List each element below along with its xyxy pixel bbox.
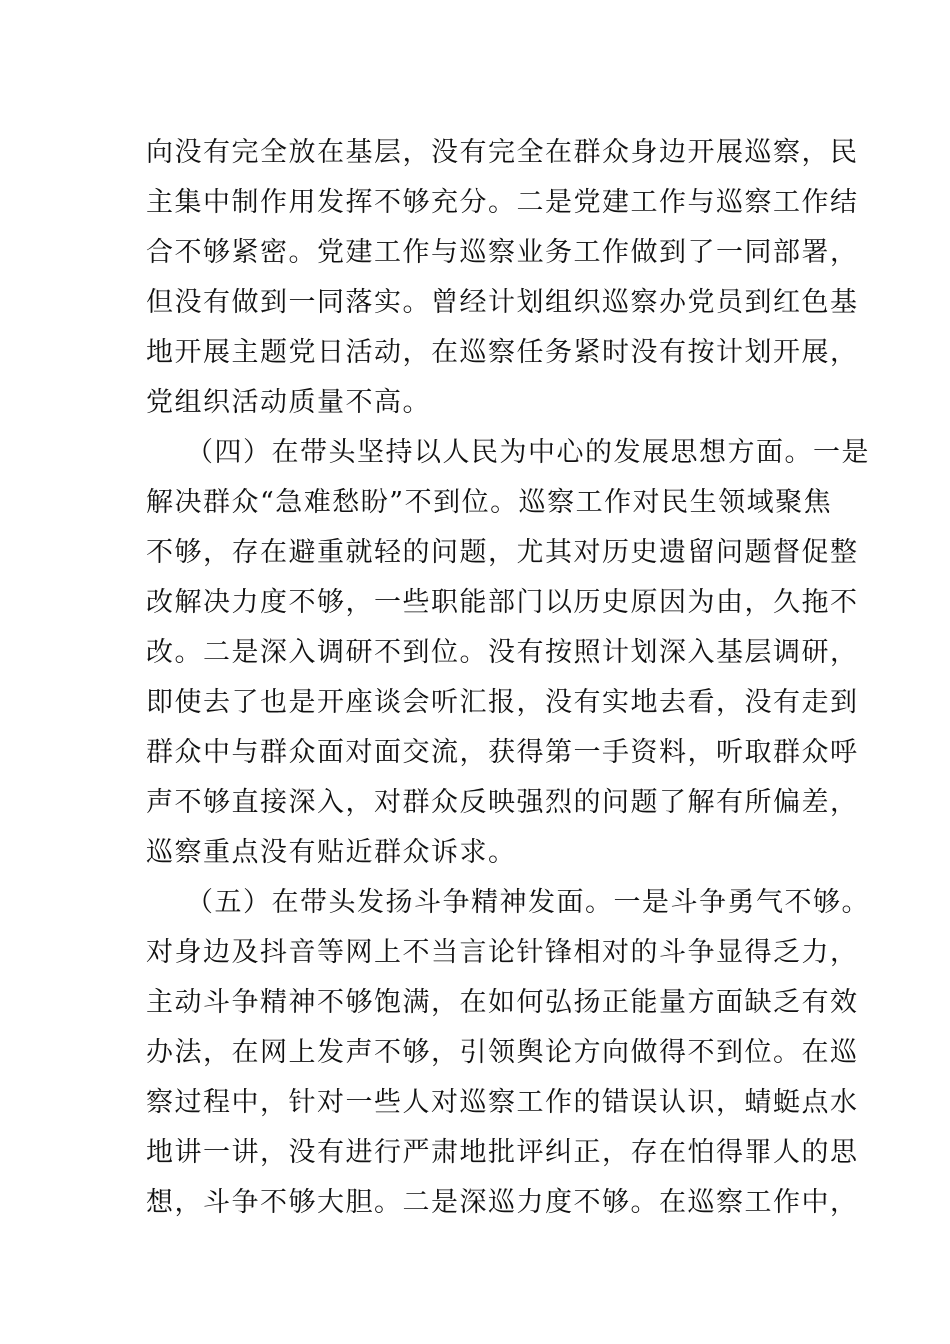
text-line: 改解决力度不够，一些职能部门以历史原因为由，久拖不	[146, 587, 859, 618]
text-line: 巡察重点没有贴近群众诉求。	[146, 837, 517, 868]
text-line: 察过程中，针对一些人对巡察工作的错误认识，蜻蜓点水	[146, 1087, 859, 1118]
text-line: 即使去了也是开座谈会听汇报，没有实地去看，没有走到	[146, 687, 859, 718]
text-line: 但没有做到一同落实。曾经计划组织巡察办党员到红色基	[146, 287, 859, 318]
section-5-heading-line: （五）在带头发扬斗争精神发面。一是斗争勇气不够。	[186, 887, 870, 918]
section-4-heading-line: （四）在带头坚持以人民为中心的发展思想方面。一是	[186, 437, 870, 468]
text-line: 办法，在网上发声不够，引领舆论方向做得不到位。在巡	[146, 1037, 859, 1068]
text-line: 地开展主题党日活动，在巡察任务紧时没有按计划开展，	[146, 337, 859, 368]
text-line: 合不够紧密。党建工作与巡察业务工作做到了一同部署，	[146, 237, 859, 268]
text-line: 主动斗争精神不够饱满，在如何弘扬正能量方面缺乏有效	[146, 987, 859, 1018]
text-line: 声不够直接深入，对群众反映强烈的问题了解有所偏差，	[146, 787, 859, 818]
text-line: 对身边及抖音等网上不当言论针锋相对的斗争显得乏力，	[146, 937, 859, 968]
text-line: 党组织活动质量不高。	[146, 387, 431, 418]
text-line: 想，斗争不够大胆。二是深巡力度不够。在巡察工作中，	[146, 1187, 859, 1218]
text-line: 主集中制作用发挥不够充分。二是党建工作与巡察工作结	[146, 187, 859, 218]
text-line: 解决群众“急难愁盼”不到位。巡察工作对民生领域聚焦	[146, 487, 833, 518]
text-line: 群众中与群众面对面交流，获得第一手资料，听取群众呼	[146, 737, 859, 768]
text-line: 向没有完全放在基层，没有完全在群众身边开展巡察，民	[146, 137, 859, 168]
text-line: 地讲一讲，没有进行严肃地批评纠正，存在怕得罪人的思	[146, 1137, 859, 1168]
text-line: 改。二是深入调研不到位。没有按照计划深入基层调研，	[146, 637, 859, 668]
text-line: 不够，存在避重就轻的问题，尤其对历史遗留问题督促整	[146, 537, 859, 568]
